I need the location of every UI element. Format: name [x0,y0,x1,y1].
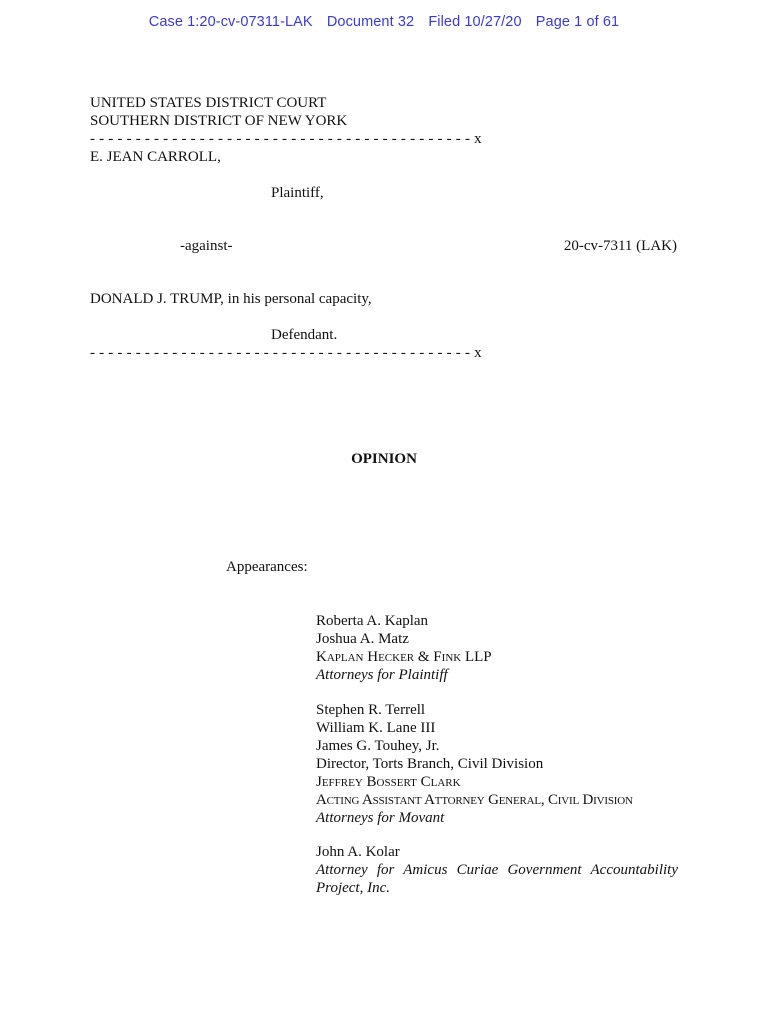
amicus-counsel-block [316,843,678,897]
filed-date: Filed 10/27/20 [428,14,522,30]
law-firm: Kaplan Hecker & Fink LLP [316,649,492,665]
attorney-name: Roberta A. Kaplan [316,613,429,629]
case-number: Case 1:20-cv-07311-LAK [148,14,313,30]
docket-number: 20-cv-7311 (LAK) [563,238,677,254]
counsel-role: Attorneys for Plaintiff [316,667,448,683]
document-number: Document 32 [326,14,415,30]
attorney-name: James G. Touhey, Jr. [316,738,440,754]
movant-counsel-block [316,701,678,827]
defendant-role: Defendant. [271,327,338,343]
official-name: Jeffrey Bossert Clark [316,774,461,790]
attorney-title: Director, Torts Branch, Civil Division [316,756,544,772]
court-district: SOUTHERN DISTRICT OF NEW YORK [90,113,348,129]
counsel-role: Attorney for Amicus Curiae Government Accountability Project, Inc. [316,862,678,896]
filing-header [0,14,768,30]
court-name: UNITED STATES DISTRICT COURT [90,95,327,111]
attorney-name: Stephen R. Terrell [316,702,426,718]
against-label: -against- [180,238,233,254]
appearances-label: Appearances: [226,559,308,575]
attorney-name: William K. Lane III [316,720,436,736]
attorney-name: Joshua A. Matz [316,631,409,647]
defendant-name: DONALD J. TRUMP, in his personal capacity, [90,291,372,307]
plaintiff-counsel-block [316,612,678,684]
attorney-name: John A. Kolar [316,844,400,860]
counsel-role: Attorneys for Movant [316,810,445,826]
plaintiff-role: Plaintiff, [271,185,324,201]
opinion-title: OPINION [351,451,417,467]
official-title: Acting Assistant Attorney General, Civil Division [316,792,633,808]
caption-separator-top: - - - - - - - - - - - - - - - - - - - - - - - - - - - - - - - - - - - - - - - - - - x [90,131,482,147]
caption-separator-bottom: - - - - - - - - - - - - - - - - - - - - - - - - - - - - - - - - - - - - - - - - - - x [90,345,482,361]
plaintiff-name: E. JEAN CARROLL, [90,149,221,165]
page-indicator: Page 1 of 61 [535,14,620,30]
